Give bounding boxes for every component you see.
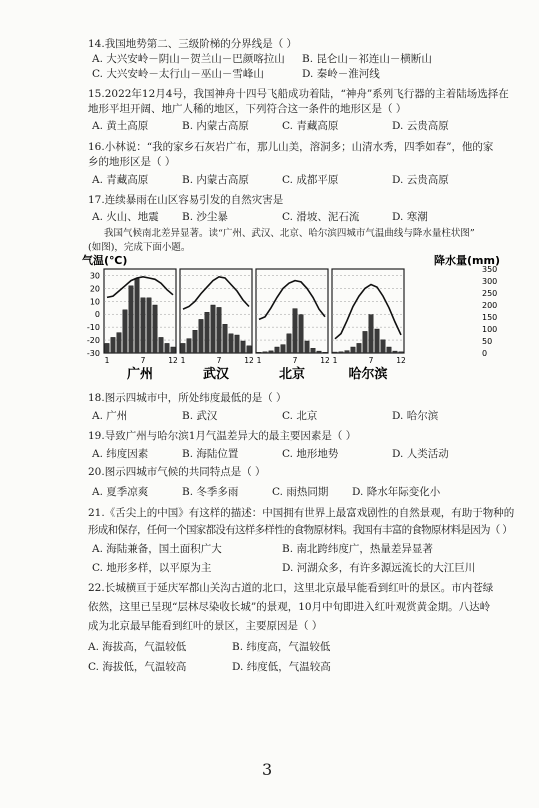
q19-option-a: A. 纬度因素 (92, 448, 149, 460)
chart-intro-line2: (如图)，完成下面小题。 (88, 242, 191, 253)
q17-option-b: B. 沙尘暴 (182, 211, 228, 223)
q22-stem-line2: 依然，这里已呈现“层林尽染收长城”的景观，10月中旬即进入红叶观赏黄金期。八达岭 (88, 601, 491, 613)
q15-text-1: 2022年12月4号，我国神舟十四号飞船成功着陆，“神舟”系列飞行器的主着陆场选择在 (104, 88, 509, 100)
q20-option-c: C. 雨热同期 (272, 486, 329, 498)
month-tick-label: 7 (140, 356, 146, 365)
precip-bar (393, 351, 397, 353)
q15-option-c: C. 青藏高原 (282, 120, 339, 132)
q17-option-a: A. 火山、地震 (92, 211, 159, 223)
q14-text: 我国地势第二、三级阶梯的分界线是（ ） (104, 38, 298, 50)
q22-option-c: C. 海拔低，气温较高 (88, 661, 187, 673)
precip-bar (135, 279, 139, 353)
q15-option-d: D. 云贵高原 (392, 120, 449, 132)
q14-num: 14. (88, 38, 105, 50)
precip-bar (263, 352, 267, 353)
precip-bar (211, 305, 215, 353)
precip-bar (229, 334, 233, 353)
temperature-curve (259, 281, 325, 320)
q21-option-c: C. 地形多样，以平原为主 (92, 562, 212, 574)
precip-bar (205, 312, 209, 353)
q17-option-d: D. 寒潮 (392, 211, 428, 223)
right-axis-title: 降水量(mm) (434, 254, 500, 267)
precip-bar (181, 343, 185, 353)
precip-bar (247, 346, 251, 353)
left-tick-label: -20 (86, 336, 100, 346)
temperature-curve (107, 277, 173, 298)
month-tick-label: 1 (180, 356, 186, 365)
precip-bar (117, 333, 121, 353)
q15-num: 15. (88, 88, 105, 100)
month-tick-label: 7 (368, 356, 374, 365)
q22-stem-line3: 成为北京最早能看到红叶的景区，主要原因是（ ） (88, 620, 323, 632)
q19-num: 19. (88, 430, 105, 442)
q21-num: 21. (88, 507, 105, 519)
climate-chart-panel (256, 269, 330, 382)
temperature-curve (335, 285, 401, 339)
q22-text-1: 长城横亘于延庆军都山关沟古道的北口，这里北京最早能看到红叶的景区。市内苍绿 (104, 582, 494, 594)
precip-bar (317, 351, 321, 353)
q21-stem-line2: 形成和保存，任何一个国家都没有这样多样性的食物原材料。我国有丰富的食物原材料是因为（ ） (88, 524, 513, 536)
right-tick-label: 300 (482, 277, 498, 286)
q15-option-b: B. 内蒙古高原 (182, 120, 249, 132)
precip-bar (399, 352, 403, 353)
right-tick-label: 50 (482, 337, 493, 346)
q21-option-a: A. 海陆兼备，国土面积广大 (92, 543, 222, 555)
q20-option-b: B. 冬季多雨 (182, 486, 239, 498)
q18-num: 18. (88, 392, 105, 404)
q20-num: 20. (88, 466, 105, 478)
precip-bar (311, 348, 315, 353)
precip-bar (199, 319, 203, 353)
precip-bar (147, 298, 151, 353)
q20-stem (88, 466, 266, 478)
page-number: 3 (262, 760, 273, 779)
month-tick-label: 1 (256, 356, 262, 365)
q14-option-d: D. 秦岭－淮河线 (302, 68, 380, 80)
q19-stem (88, 430, 356, 442)
precip-bar (299, 315, 303, 353)
precip-bar (171, 347, 175, 353)
city-name-label: 武汉 (202, 367, 230, 382)
month-tick-label: 12 (320, 356, 330, 365)
left-tick-label: 30 (89, 271, 100, 281)
month-tick-label: 1 (104, 356, 110, 365)
q16-num: 16. (88, 141, 105, 153)
month-tick-label: 12 (396, 356, 406, 365)
left-axis-title: 气温(℃) (82, 254, 128, 267)
q16-stem-line2: 乡的地形区是（ ） (88, 156, 176, 168)
q19-text: 导致广州与哈尔滨1月气温差异大的最主要因素是（ ） (104, 430, 357, 442)
precip-bar (333, 352, 337, 353)
q17-option-c: C. 滑坡、泥石流 (282, 211, 360, 223)
month-tick-label: 7 (292, 356, 298, 365)
q16-option-b: B. 内蒙古高原 (182, 174, 249, 186)
q21-text-1: 《舌尖上的中国》有这样的描述：中国拥有世界上最富戏剧性的自然景观，有助于物种的 (104, 507, 515, 519)
precip-bar (281, 345, 285, 353)
precip-bar (159, 337, 163, 353)
precip-bar (153, 305, 157, 353)
precip-bar (123, 310, 127, 353)
precip-bar (241, 341, 245, 353)
precip-bar (129, 286, 133, 353)
precip-bar (269, 351, 273, 353)
city-name-label: 哈尔滨 (348, 367, 388, 382)
month-tick-label: 1 (332, 356, 338, 365)
q20-option-a: A. 夏季凉爽 (92, 486, 149, 498)
precip-bar (345, 351, 349, 353)
q21-option-b: B. 南北跨纬度广，热量差异显著 (282, 543, 433, 555)
q14-stem (88, 38, 297, 50)
q22-num: 22. (88, 582, 105, 594)
q16-text-1: 小林说：“我的家乡石灰岩广布，那儿山美，溶洞多；山清水秀，四季如春”，他的家 (104, 141, 494, 153)
precip-bar (187, 339, 191, 353)
q21-stem-line1 (88, 507, 514, 519)
month-tick-label: 7 (216, 356, 222, 365)
q22-option-d: D. 纬度低，气温较高 (232, 661, 331, 673)
q19-option-c: C. 地形地势 (282, 448, 339, 460)
precip-bar (223, 324, 227, 353)
q20-option-d: D. 降水年际变化小 (352, 486, 441, 498)
q18-option-b: B. 武汉 (182, 410, 218, 422)
q22-option-a: A. 海拔高，气温较低 (88, 641, 187, 653)
left-tick-label: 20 (89, 284, 100, 294)
precip-bar (375, 329, 379, 353)
city-name-label: 北京 (278, 367, 306, 382)
q14-option-c: C. 大兴安岭－太行山－巫山－雪峰山 (92, 68, 264, 80)
q16-option-c: C. 成都平原 (282, 174, 339, 186)
precip-bar (363, 331, 367, 353)
q18-option-c: C. 北京 (282, 410, 318, 422)
q17-stem (88, 194, 283, 206)
q18-option-a: A. 广州 (92, 410, 128, 422)
left-tick-label: 10 (89, 297, 100, 307)
precip-bar (351, 347, 355, 353)
panel-frame (332, 269, 404, 353)
precip-bar (287, 334, 291, 353)
q15-option-a: A. 黄土高原 (92, 120, 149, 132)
month-tick-label: 12 (168, 356, 178, 365)
precip-bar (105, 343, 109, 353)
climate-chart-panel (332, 269, 406, 382)
chart-intro-line1: 我国气候南北差异显著。读“广州、武汉、北京、哈尔滨四城市气温曲线与降水量柱状图” (104, 228, 475, 239)
q17-text: 连续暴雨在山区容易引发的自然灾害是 (104, 194, 284, 206)
q22-option-b: B. 纬度高，气温较低 (232, 641, 331, 653)
q15-stem-line2: 地形平坦开阔、地广人稀的地区，下列符合这一条件的地形区是（ ） (88, 103, 407, 115)
q16-stem-line1 (88, 141, 493, 153)
right-tick-label: 150 (482, 313, 498, 322)
q16-option-d: D. 云贵高原 (392, 174, 449, 186)
left-tick-label: 0 (94, 310, 100, 320)
precip-bar (323, 352, 327, 353)
q19-option-b: B. 海陆位置 (182, 448, 239, 460)
precip-bar (111, 337, 115, 353)
left-tick-label: -30 (86, 349, 100, 358)
q18-stem (88, 392, 287, 404)
climate-charts (82, 253, 500, 393)
right-tick-label: 350 (482, 265, 498, 274)
q18-text: 图示四城市中，所处纬度最低的是（ ） (104, 392, 287, 404)
q20-text: 图示四城市气候的共同特点是（ ） (104, 466, 266, 478)
precip-bar (275, 347, 279, 353)
temperature-curve (183, 277, 249, 309)
q15-stem-line1 (88, 88, 509, 100)
city-name-label: 广州 (126, 367, 154, 382)
right-tick-label: 100 (482, 325, 498, 334)
precip-bar (357, 343, 361, 353)
precip-bar (339, 352, 343, 353)
month-tick-label: 12 (244, 356, 254, 365)
q19-option-d: D. 人类活动 (392, 448, 449, 460)
right-tick-label: 200 (482, 301, 498, 310)
precip-bar (387, 347, 391, 353)
climate-chart-panel (180, 269, 254, 382)
q16-option-a: A. 青藏高原 (92, 174, 149, 186)
q14-option-b: B. 昆仑山－祁连山－横断山 (302, 53, 432, 65)
climate-chart-panel (104, 269, 178, 382)
q17-num: 17. (88, 194, 105, 206)
q18-option-d: D. 哈尔滨 (392, 410, 439, 422)
precip-bar (165, 343, 169, 353)
precip-bar (257, 352, 261, 353)
precip-bar (141, 298, 145, 353)
precip-bar (369, 315, 373, 353)
right-tick-label: 0 (482, 349, 488, 358)
precip-bar (305, 341, 309, 353)
q14-option-a: A. 大兴安岭－阴山－贺兰山－巴颜喀拉山 (92, 53, 285, 65)
q21-option-d: D. 河湖众多，有许多源远流长的大江巨川 (282, 562, 476, 574)
left-tick-label: -10 (86, 323, 100, 333)
precip-bar (217, 307, 221, 353)
q22-stem-line1 (88, 582, 493, 594)
precip-bar (381, 340, 385, 353)
precip-bar (193, 330, 197, 353)
precip-bar (293, 309, 297, 353)
precip-bar (235, 335, 239, 353)
right-tick-label: 250 (482, 289, 498, 298)
